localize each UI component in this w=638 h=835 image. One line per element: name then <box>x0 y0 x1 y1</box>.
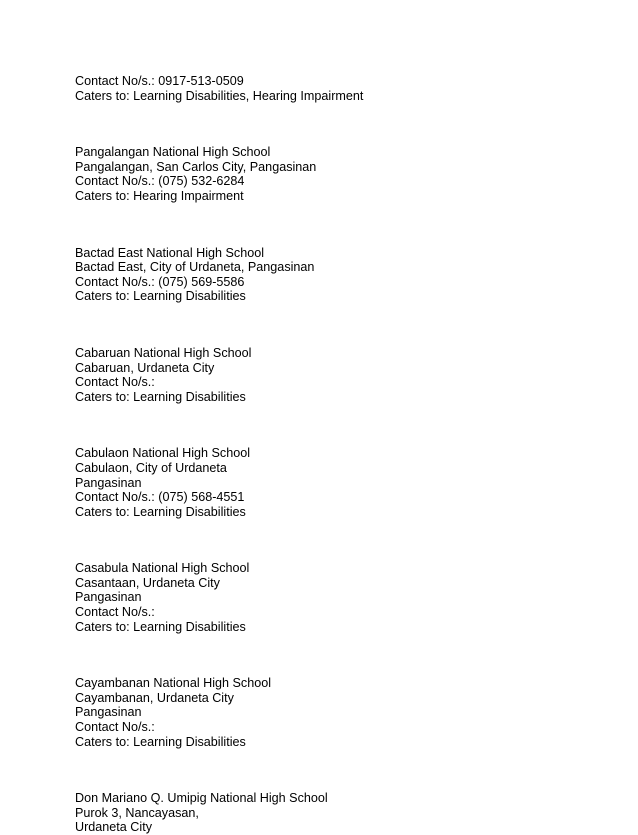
school-province: Pangasinan <box>75 475 142 490</box>
caters-line: Caters to: Hearing Impairment <box>75 188 244 203</box>
school-entry-don-mariano <box>75 791 615 835</box>
school-name: Casabula National High School <box>75 561 250 576</box>
school-name: Pangalangan National High School <box>75 145 271 160</box>
school-address: Cabulaon, City of Urdaneta <box>75 460 227 475</box>
caters-line: Caters to: Learning Disabilities <box>75 734 246 749</box>
school-entry-cayambanan <box>75 676 615 749</box>
school-province: Pangasinan <box>75 590 142 605</box>
caters-line: Caters to: Learning Disabilities <box>75 289 246 304</box>
school-province: Pangasinan <box>75 705 142 720</box>
school-address: Bactad East, City of Urdaneta, Pangasinan <box>75 260 315 275</box>
school-address: Purok 3, Nancayasan, <box>75 805 199 820</box>
contact-line: Contact No/s.: (075) 569-5586 <box>75 274 245 289</box>
school-city: Urdaneta City <box>75 820 152 835</box>
school-address: Pangalangan, San Carlos City, Pangasinan <box>75 159 317 174</box>
school-address: Casantaan, Urdaneta City <box>75 575 220 590</box>
school-entry-casabula <box>75 561 615 634</box>
school-name: Bactad East National High School <box>75 245 265 260</box>
school-entry-bactad-east <box>75 246 615 304</box>
school-address: Cabaruan, Urdaneta City <box>75 360 215 375</box>
contact-line: Contact No/s.: (075) 532-6284 <box>75 174 245 189</box>
contact-line: Contact No/s.: (075) 568-4551 <box>75 490 245 505</box>
school-entry-cabaruan <box>75 346 615 404</box>
caters-line: Caters to: Learning Disabilities <box>75 389 246 404</box>
contact-line: Contact No/s.: <box>75 605 155 620</box>
contact-line: Contact No/s.: 0917-513-0509 <box>75 74 244 88</box>
document-page <box>75 74 615 835</box>
caters-line: Caters to: Learning Disabilities <box>75 504 246 519</box>
contact-line: Contact No/s.: <box>75 720 155 735</box>
school-entry-cabulaon <box>75 446 615 519</box>
caters-line: Caters to: Learning Disabilities <box>75 619 246 634</box>
contact-line: Contact No/s.: <box>75 375 155 390</box>
school-entry-pangalangan <box>75 145 615 203</box>
caters-line: Caters to: Learning Disabilities, Hearing Impairment <box>75 88 364 103</box>
school-address: Cayambanan, Urdaneta City <box>75 690 234 705</box>
school-name: Cabaruan National High School <box>75 345 252 360</box>
school-name: Cabulaon National High School <box>75 446 251 461</box>
school-name: Cayambanan National High School <box>75 676 272 691</box>
school-name: Don Mariano Q. Umipig National High School <box>75 791 328 806</box>
school-entry-continued <box>75 74 615 103</box>
